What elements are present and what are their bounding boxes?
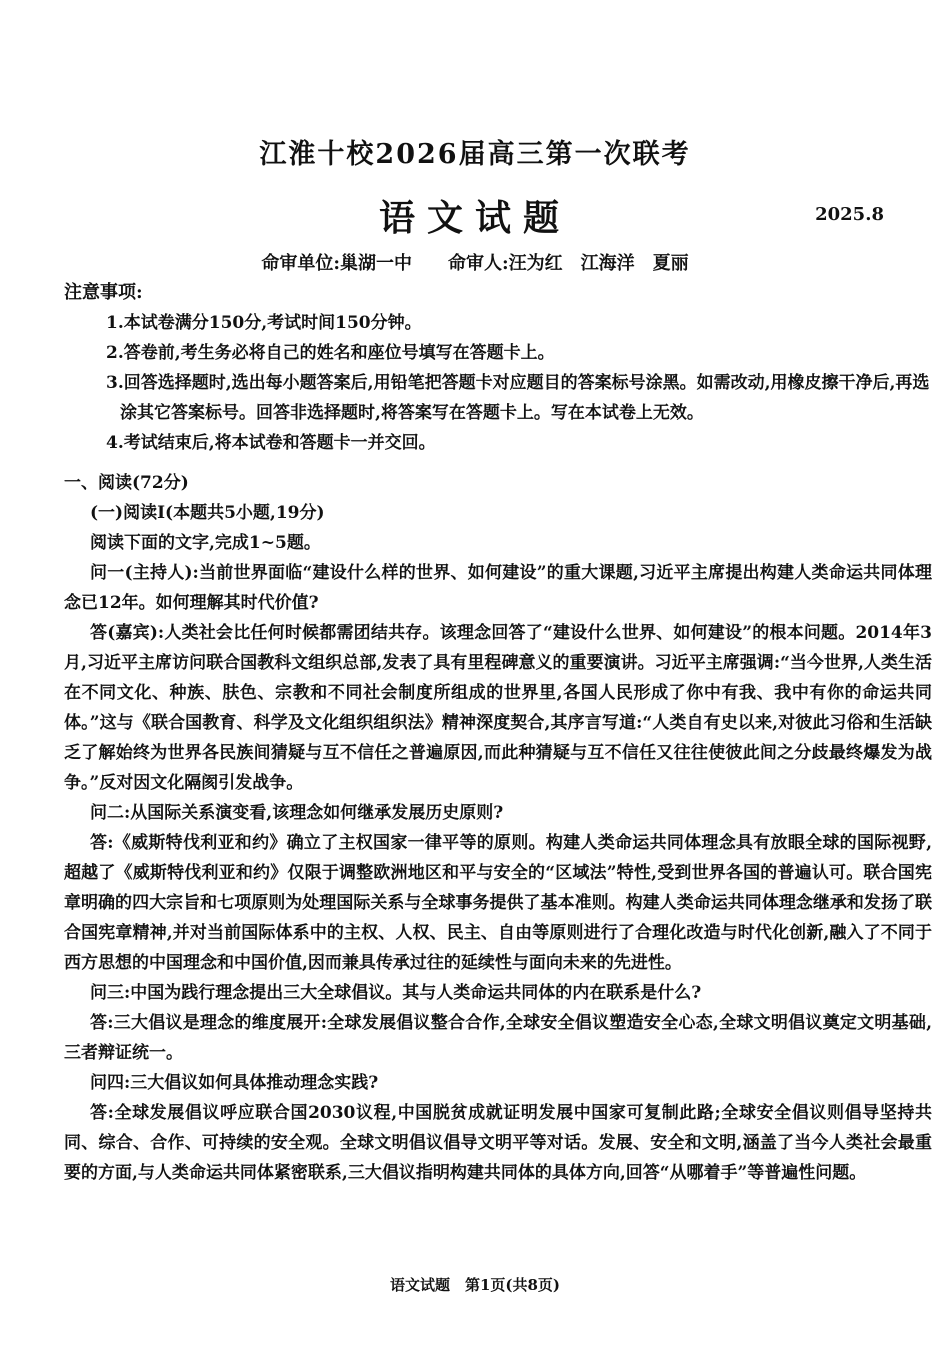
reading-instruction: 阅读下面的文字,完成1~5题。	[90, 533, 321, 553]
subsection-title: (一)阅读Ⅰ(本题共5小题,19分)	[90, 503, 325, 523]
interview-paragraph: 问二:从国际关系演变看,该理念如何继承发展历史原则?	[90, 803, 504, 823]
exam-title: 江淮十校2026届高三第一次联考	[259, 139, 691, 170]
page-footer: 语文试题 第1页(共8页)	[389, 1276, 561, 1294]
interview-paragraph: 问一(主持人):当前世界面临“建设什么样的世界、如何建设”的重大课题,习近平主席提出构建人类命运共同体理念已12年。如何理解其时代价值?	[64, 563, 932, 613]
subject-title: 语文试题	[378, 197, 571, 239]
notice-title: 注意事项:	[64, 282, 143, 303]
interview-paragraph: 答:三大倡议是理念的维度展开:全球发展倡议整合合作,全球安全倡议塑造安全心态,全球文明倡议奠定文明基础,三者辩证统一。	[64, 1013, 932, 1063]
notice-item: 2.答卷前,考生务必将自己的姓名和座位号填写在答题卡上。	[106, 343, 555, 363]
notice-item: 3.回答选择题时,选出每小题答案后,用铅笔把答题卡对应题目的答案标号涂黑。如需改动,用橡皮擦干净后,再选涂其它答案标号。回答非选择题时,将答案写在答题卡上。写在本试卷上无效。	[106, 373, 930, 423]
subject-row	[0, 190, 950, 239]
section-title: 一、阅读(72分)	[64, 473, 189, 493]
interview-paragraph: 答:《威斯特伐利亚和约》确立了主权国家一律平等的原则。构建人类命运共同体理念具有放眼全球的国际视野,超越了《威斯特伐利亚和约》仅限于调整欧洲地区和平与安全的“区域法”特性,受到世界各国的普遍认可。联合国宪章明确的四大宗旨和七项原则为处理国际关系与全球事务提供了基本准则。构建人类命运共同体理念继承和发扬了联合国宪章精神,并对当前国际体系中的主权、人权、民主、自由等原则进行了合理化改造与时代化创新,融入了不同于西方思想的中国理念和中国价值,因而兼具传承过往的延续性与面向未来的先进性。	[64, 833, 932, 973]
interview-paragraph: 答(嘉宾):人类社会比任何时候都需团结共存。该理念回答了“建设什么世界、如何建设”的根本问题。2014年3月,习近平主席访问联合国教科文组织总部,发表了具有里程碑意义的重要演讲。习近平主席强调:“当今世界,人类生活在不同文化、种族、肤色、宗教和不同社会制度所组成的世界里,各国人民形成了你中有我、我中有你的命运共同体。”这与《联合国教育、科学及文化组织组织法》精神深度契合,其序言写道:“人类自有史以来,对彼此习俗和生活缺乏了解始终为世界各民族间猜疑与互不信任之普遍原因,而此种猜疑与互不信任又往往使彼此间之分歧最终爆发为战争。”反对因文化隔阂引发战争。	[64, 623, 932, 793]
notice-item: 4.考试结束后,将本试卷和答题卡一并交回。	[106, 433, 436, 453]
exam-date: 2025.8	[815, 204, 884, 225]
notice-item: 1.本试卷满分150分,考试时间150分钟。	[106, 313, 422, 333]
interview-paragraph: 问四:三大倡议如何具体推动理念实践?	[90, 1073, 379, 1093]
interview-paragraph: 答:全球发展倡议呼应联合国2030议程,中国脱贫成就证明发展中国家可复制此路;全球安全倡议则倡导坚持共同、综合、合作、可持续的安全观。全球文明倡议倡导文明平等对话。发展、安全和文明,涵盖了当今人类社会最重要的方面,与人类命运共同体紧密联系,三大倡议指明构建共同体的具体方向,回答“从哪着手”等普遍性问题。	[64, 1103, 932, 1183]
exam-content	[64, 278, 932, 1188]
interview-paragraph: 问三:中国为践行理念提出三大全球倡议。其与人类命运共同体的内在联系是什么?	[90, 983, 702, 1003]
authors-line: 命审单位:巢湖一中 命审人:汪为红 江海洋 夏丽	[261, 253, 689, 274]
